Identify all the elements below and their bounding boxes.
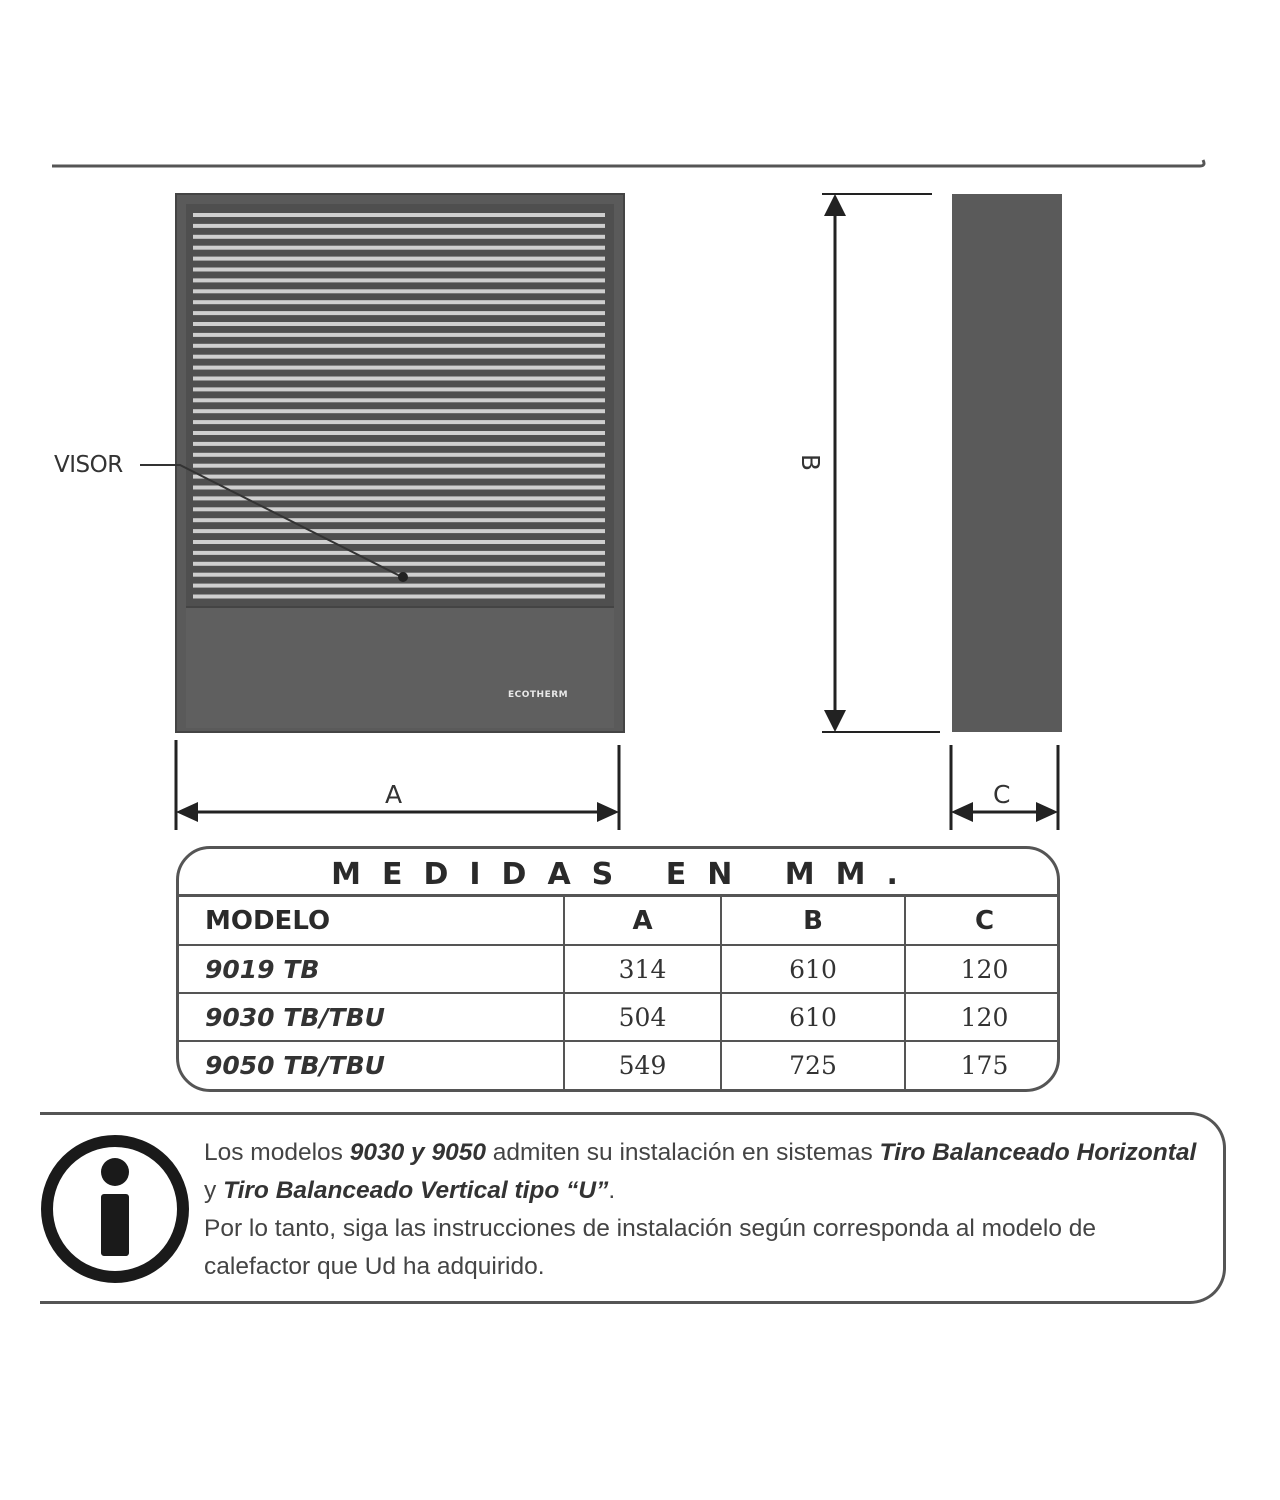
- table-header-row: [179, 897, 1060, 945]
- grille-slat: [193, 224, 605, 228]
- grille-slat: [193, 584, 605, 588]
- system-emphasis-vertical: Tiro Balanceado Vertical tipo “U”: [223, 1177, 609, 1204]
- table-title: MEDIDAS EN MM.: [179, 849, 1057, 897]
- grille-slat: [193, 322, 605, 326]
- grille-slat: [193, 529, 605, 533]
- value-a-cell: 549: [564, 1041, 721, 1089]
- dimension-b: [822, 194, 940, 732]
- info-icon: [40, 1134, 190, 1284]
- brand-logo: ECOTHERM: [508, 690, 569, 700]
- info-text: [204, 1134, 1204, 1286]
- header-b: B: [721, 897, 905, 945]
- grille-slat: [193, 268, 605, 272]
- heater-grille: [186, 204, 614, 606]
- table-row: [179, 993, 1060, 1041]
- dimension-b-label: B: [796, 453, 826, 472]
- grille-slat: [193, 289, 605, 293]
- grille-slat: [193, 278, 605, 282]
- grille-slat: [193, 257, 605, 261]
- grille-slat: [193, 409, 605, 413]
- grille-slat: [193, 551, 605, 555]
- info-paragraph-1: Los modelos 9030 y 9050 admiten su instalación en sistemas Tiro Balanceado Horizontal y Tiro Balanceado Vertical tipo “U”.: [204, 1139, 1197, 1204]
- table-row: [179, 945, 1060, 993]
- grille-slat: [193, 540, 605, 544]
- grille-slat: [193, 355, 605, 359]
- info-paragraph-2: Por lo tanto, siga las instrucciones de instalación según corresponda al modelo de calefactor que Ud ha adquirido.: [204, 1215, 1097, 1280]
- value-c-cell: 175: [905, 1041, 1060, 1089]
- top-rule: [52, 160, 1204, 166]
- value-b-cell: 725: [721, 1041, 905, 1089]
- grille-slat: [193, 387, 605, 391]
- grille-slat: [193, 420, 605, 424]
- heater-side-body: [952, 194, 1062, 732]
- grille-slat: [193, 595, 605, 599]
- model-cell: 9030 TB/TBU: [179, 993, 564, 1041]
- heater-lower-panel: [186, 608, 614, 728]
- grille-slat: [193, 366, 605, 370]
- grille-slat: [193, 344, 605, 348]
- grille-slat: [193, 496, 605, 500]
- value-b-cell: 610: [721, 993, 905, 1041]
- table-row: [179, 1041, 1060, 1089]
- value-c-cell: 120: [905, 993, 1060, 1041]
- model-cell: 9050 TB/TBU: [179, 1041, 564, 1089]
- value-c-cell: 120: [905, 945, 1060, 993]
- grille-slat: [193, 235, 605, 239]
- grille-slat: [193, 464, 605, 468]
- grille-slat: [193, 300, 605, 304]
- grille-slat: [193, 311, 605, 315]
- dimension-c-label: C: [993, 780, 1011, 809]
- grille-slat: [193, 562, 605, 566]
- system-emphasis-horizontal: Tiro Balanceado Horizontal: [879, 1139, 1197, 1166]
- header-modelo: MODELO: [179, 897, 564, 945]
- visor-label: VISOR: [54, 452, 123, 478]
- grille-slat: [193, 486, 605, 490]
- dimension-a-label: A: [385, 780, 403, 809]
- value-a-cell: 314: [564, 945, 721, 993]
- grille-slat: [193, 518, 605, 522]
- models-emphasis: 9030 y 9050: [349, 1139, 486, 1166]
- model-cell: 9019 TB: [179, 945, 564, 993]
- grille-slat: [193, 431, 605, 435]
- grille-slat: [193, 453, 605, 457]
- grille-slat: [193, 442, 605, 446]
- grille-slat: [193, 213, 605, 217]
- grille-slat: [193, 246, 605, 250]
- measurements-table: [176, 846, 1060, 1092]
- grille-slat: [193, 475, 605, 479]
- header-a: A: [564, 897, 721, 945]
- grille-slat: [193, 333, 605, 337]
- grille-slat: [193, 398, 605, 402]
- value-a-cell: 504: [564, 993, 721, 1041]
- grille-slat: [193, 377, 605, 381]
- header-c: C: [905, 897, 1060, 945]
- measurements-grid: [179, 897, 1060, 1089]
- visor-point: [398, 572, 408, 582]
- grille-slat: [193, 507, 605, 511]
- value-b-cell: 610: [721, 945, 905, 993]
